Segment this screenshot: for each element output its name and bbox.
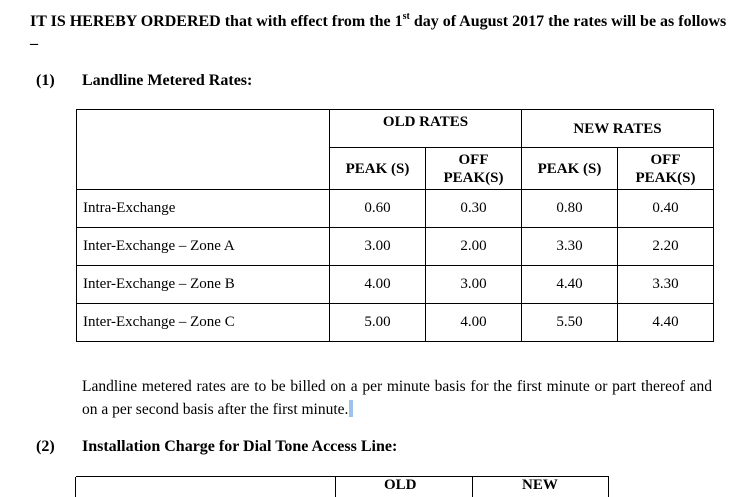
new-peak-value: 0.80 bbox=[522, 190, 618, 228]
new-peak-header: PEAK (S) bbox=[522, 148, 618, 190]
new-peak-value: 4.40 bbox=[522, 266, 618, 304]
table-row bbox=[77, 266, 714, 304]
old-off-peak-value: 3.00 bbox=[426, 266, 522, 304]
billing-note-paragraph bbox=[82, 375, 712, 421]
table2-old-header: OLD bbox=[384, 477, 417, 493]
intro-text-part2: day of August 2017 the rates will be as follows – bbox=[30, 13, 727, 52]
new-rates-header: NEW RATES bbox=[522, 110, 714, 148]
new-off-peak-value: 3.30 bbox=[618, 266, 714, 304]
table-border-right bbox=[608, 477, 609, 497]
section-2-title: Installation Charge for Dial Tone Access Line: bbox=[82, 438, 398, 455]
new-peak-value: 5.50 bbox=[522, 304, 618, 342]
old-off-peak-value: 0.30 bbox=[426, 190, 522, 228]
intro-text-part1: IT IS HEREBY ORDERED that with effect from the 1 bbox=[30, 13, 403, 30]
old-peak-value: 0.60 bbox=[330, 190, 426, 228]
old-peak-value: 4.00 bbox=[330, 266, 426, 304]
table-group-header-row bbox=[77, 110, 714, 148]
row-label: Inter-Exchange – Zone C bbox=[77, 304, 330, 342]
table-divider-new bbox=[472, 477, 473, 497]
intro-ordinal-suffix: st bbox=[402, 10, 410, 22]
row-label: Inter-Exchange – Zone B bbox=[77, 266, 330, 304]
table-corner-cell bbox=[77, 110, 330, 190]
landline-rates-table bbox=[76, 109, 714, 342]
order-intro-paragraph bbox=[30, 11, 730, 55]
section-2-number: (2) bbox=[36, 438, 55, 455]
table-row bbox=[77, 304, 714, 342]
text-cursor-marker bbox=[349, 400, 353, 417]
old-peak-header: PEAK (S) bbox=[330, 148, 426, 190]
row-label: Intra-Exchange bbox=[77, 190, 330, 228]
table2-new-header: NEW bbox=[522, 477, 558, 493]
old-off-peak-value: 2.00 bbox=[426, 228, 522, 266]
old-rates-header: OLD RATES bbox=[330, 110, 522, 148]
section-1-title: Landline Metered Rates: bbox=[82, 72, 253, 89]
old-peak-value: 3.00 bbox=[330, 228, 426, 266]
section-1-number: (1) bbox=[36, 72, 55, 89]
new-peak-value: 3.30 bbox=[522, 228, 618, 266]
old-off-peak-value: 4.00 bbox=[426, 304, 522, 342]
old-peak-value: 5.00 bbox=[330, 304, 426, 342]
billing-note-text: Landline metered rates are to be billed on a per minute basis for the first minute or part thereof and on a per second basis after the first minute. bbox=[82, 378, 712, 418]
table-row bbox=[77, 228, 714, 266]
row-label: Inter-Exchange – Zone A bbox=[77, 228, 330, 266]
new-off-peak-value: 0.40 bbox=[618, 190, 714, 228]
new-off-peak-value: 4.40 bbox=[618, 304, 714, 342]
table-border-left bbox=[75, 477, 76, 497]
installation-charge-table bbox=[76, 476, 609, 497]
table-row bbox=[77, 190, 714, 228]
old-off-peak-header: OFF PEAK(S) bbox=[426, 148, 522, 190]
new-off-peak-header: OFF PEAK(S) bbox=[618, 148, 714, 190]
new-off-peak-value: 2.20 bbox=[618, 228, 714, 266]
table-divider-old bbox=[335, 477, 336, 497]
